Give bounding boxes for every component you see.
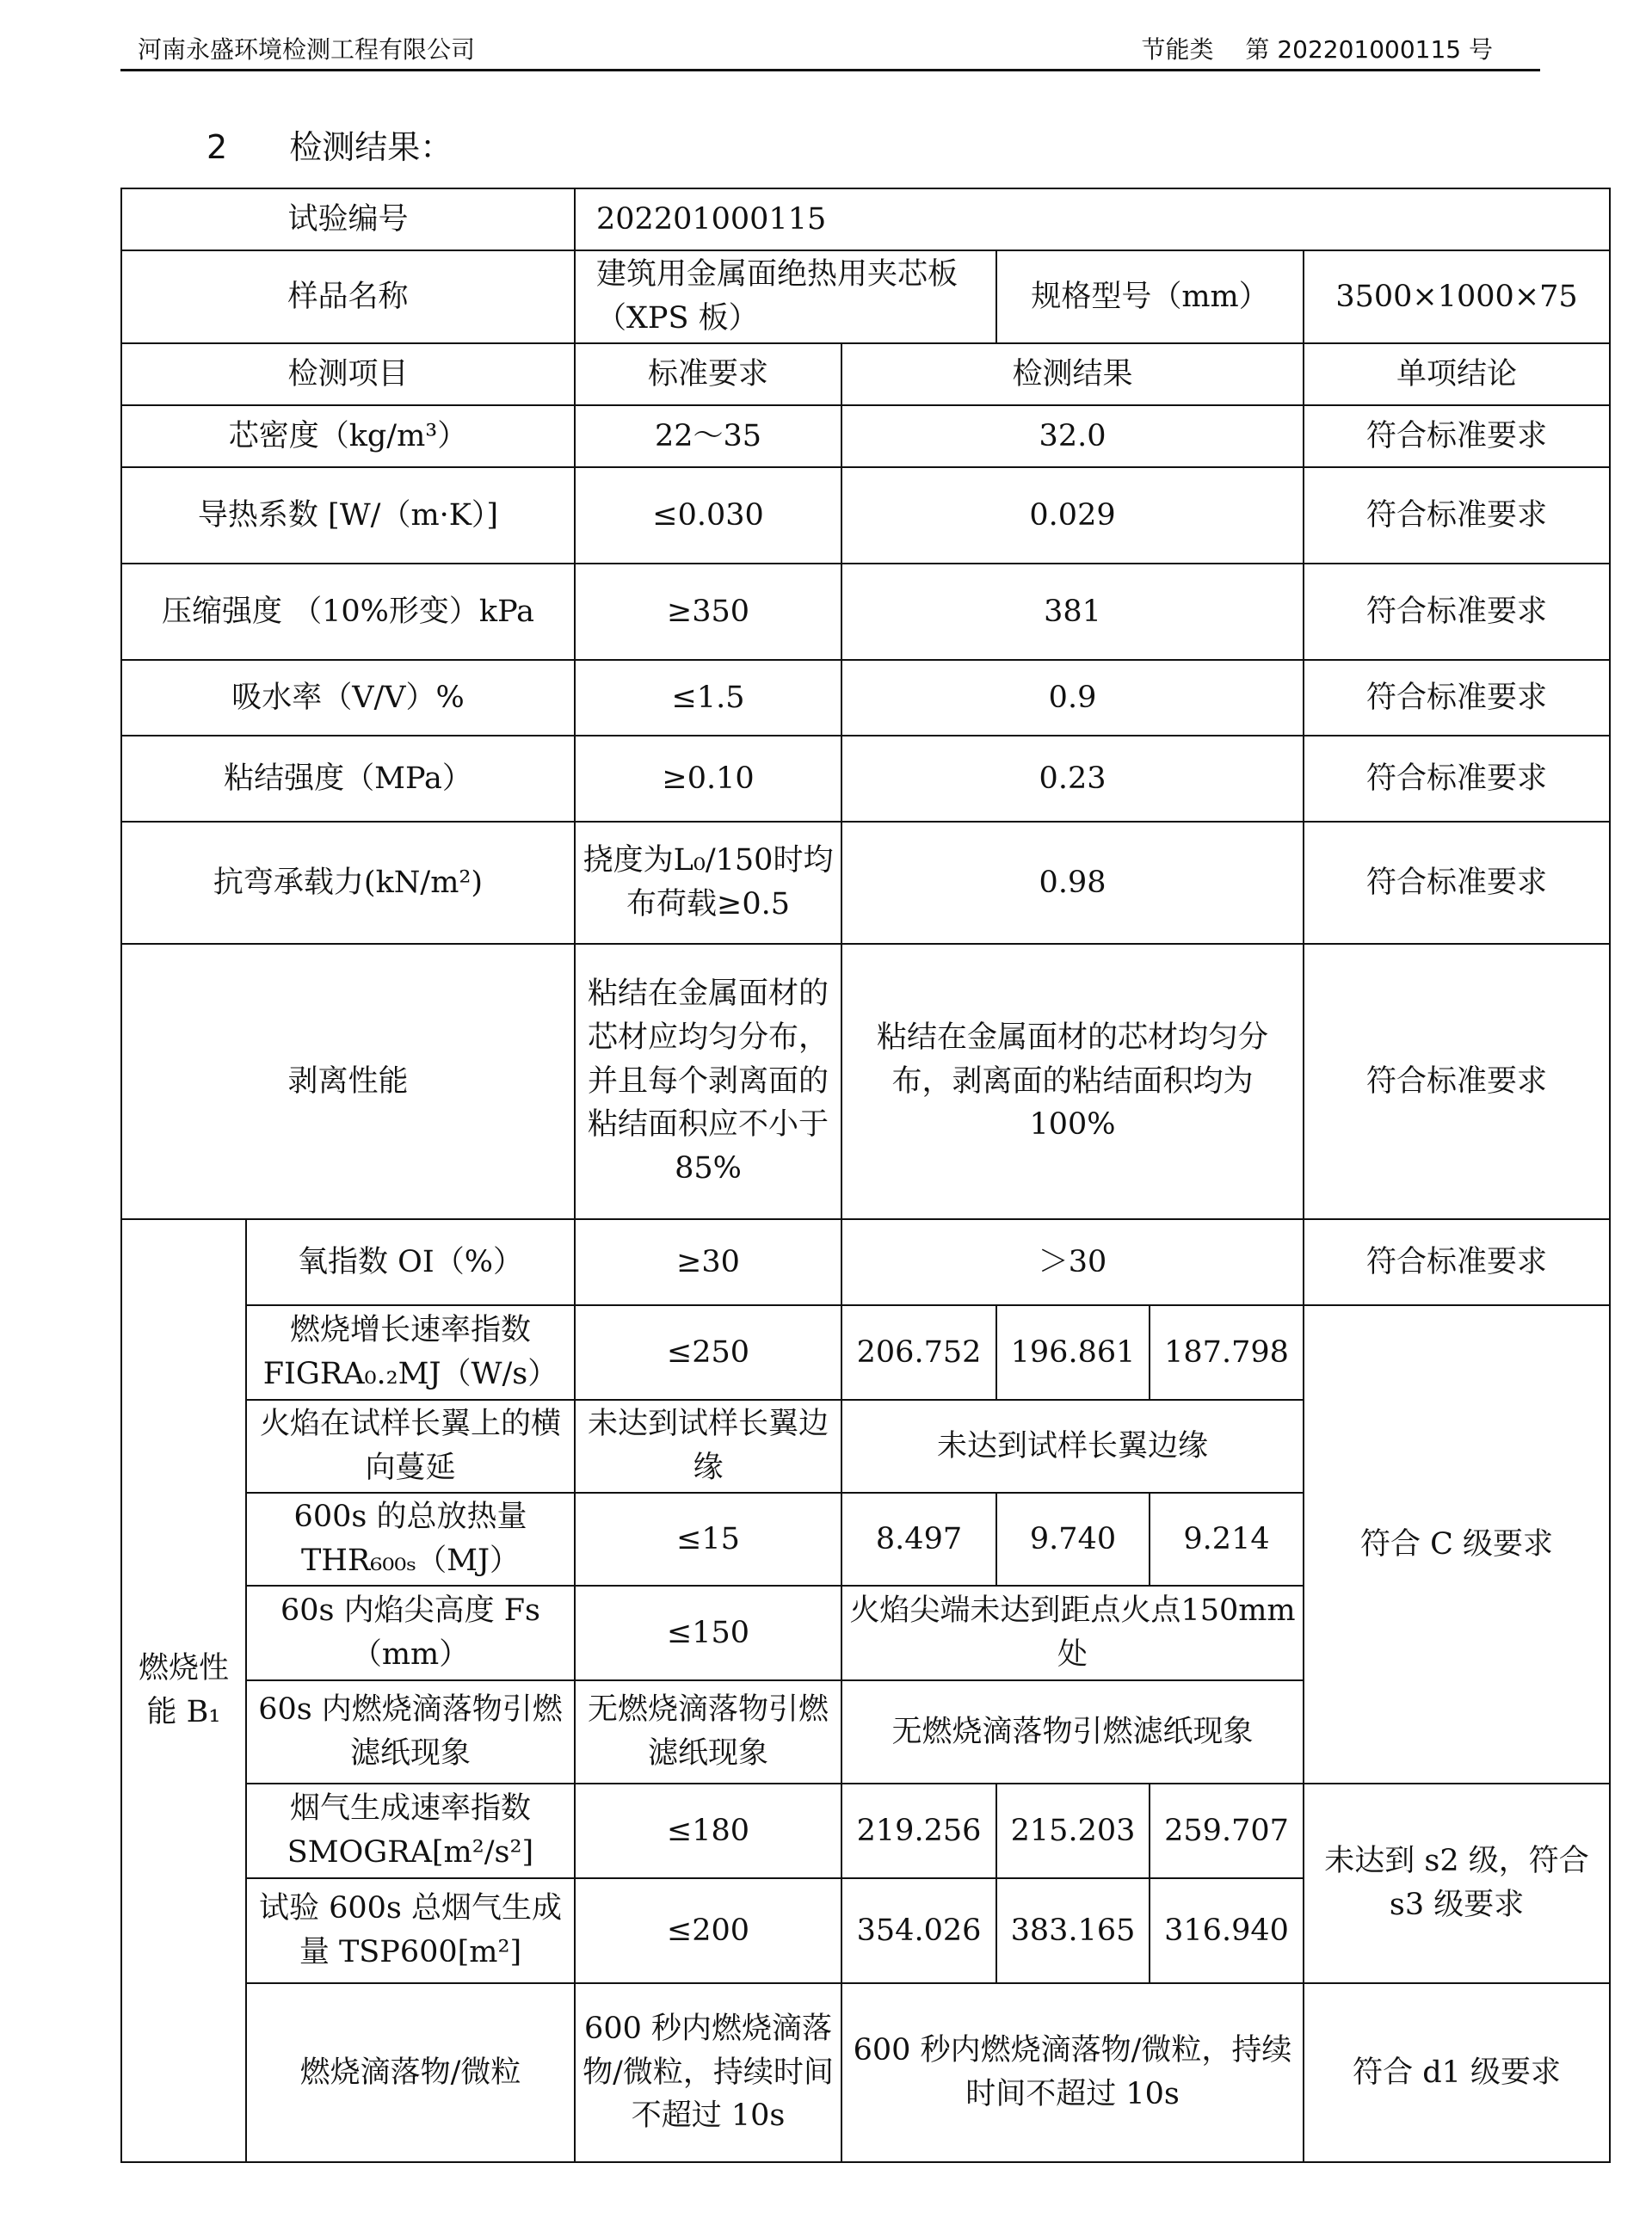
row-standard: ≥350 (575, 564, 841, 660)
fire-standard: 未达到试样长翼边缘 (575, 1400, 841, 1493)
spec-label: 规格型号（mm） (996, 250, 1304, 343)
row-item: 导热系数 [W/（m·K）] (121, 467, 575, 564)
section-title-text: 检测结果： (289, 128, 453, 166)
fire-item: 600s 的总放热量 THR₆₀₀ₛ（MJ） (246, 1493, 575, 1586)
fire-item: 氧指数 OI（%） (246, 1219, 575, 1305)
col-header-standard: 标准要求 (575, 343, 841, 405)
row-result: 粘结在金属面材的芯材均匀分布，剥离面的粘结面积均为 100% (841, 944, 1304, 1219)
table-row (121, 1983, 1610, 2162)
report-category: 节能类 (1141, 35, 1214, 64)
table-row (121, 660, 1610, 736)
table-row (121, 1219, 1610, 1305)
table-row (121, 822, 1610, 944)
fire-item: 烟气生成速率指数 SMOGRA[m²/s²] (246, 1784, 575, 1878)
sample-name-label: 样品名称 (121, 250, 575, 343)
row-standard: ≥0.10 (575, 736, 841, 822)
fire-item: 燃烧滴落物/微粒 (246, 1983, 575, 2162)
row-item: 粘结强度（MPa） (121, 736, 575, 822)
spec-value: 3500×1000×75 (1304, 250, 1610, 343)
fire-result-1: 219.256 (841, 1784, 996, 1878)
fire-result-1: 354.026 (841, 1878, 996, 1983)
fire-item: 60s 内燃烧滴落物引燃滤纸现象 (246, 1680, 575, 1784)
row-item: 芯密度（kg/m³） (121, 405, 575, 467)
fire-result-2: 383.165 (996, 1878, 1150, 1983)
row-conclusion: 符合标准要求 (1304, 467, 1610, 564)
fire-result: 火焰尖端未达到距点火点150mm 处 (841, 1586, 1304, 1680)
table-row (121, 1305, 1610, 1400)
fire-standard: ≤15 (575, 1493, 841, 1586)
table-row (121, 944, 1610, 1219)
fire-result: 未达到试样长翼边缘 (841, 1400, 1304, 1493)
fire-item: 燃烧增长速率指数 FIGRA₀.₂MJ（W/s） (246, 1305, 575, 1400)
col-header-result: 检测结果 (841, 343, 1304, 405)
sample-name-value: 建筑用金属面绝热用夹芯板（XPS 板） (575, 250, 996, 343)
fire-result-2: 9.740 (996, 1493, 1150, 1586)
fire-conclusion: 符合 d1 级要求 (1304, 1983, 1610, 2162)
report-number-area (1118, 31, 1494, 65)
company-name: 河南永盛环境检测工程有限公司 (138, 35, 476, 64)
fire-standard: ≤200 (575, 1878, 841, 1983)
fire-result: 600 秒内燃烧滴落物/微粒，持续时间不超过 10s (841, 1983, 1304, 2162)
test-no-value: 202201000115 (575, 188, 1610, 250)
row-result: 0.98 (841, 822, 1304, 944)
row-result: 0.029 (841, 467, 1304, 564)
fire-result-3: 9.214 (1150, 1493, 1304, 1586)
table-row (121, 467, 1610, 564)
row-result: 0.23 (841, 736, 1304, 822)
fire-standard: ≥30 (575, 1219, 841, 1305)
fire-result-3: 259.707 (1150, 1784, 1304, 1878)
row-item: 压缩强度 （10%形变）kPa (121, 564, 575, 660)
fire-item: 60s 内焰尖高度 Fs（mm） (246, 1586, 575, 1680)
table-row (121, 250, 1610, 343)
fire-group-label: 燃烧性能 B₁ (121, 1219, 246, 2162)
table-row (121, 736, 1610, 822)
row-standard: ≤0.030 (575, 467, 841, 564)
page-header (120, 26, 1540, 71)
test-no-label: 试验编号 (121, 188, 575, 250)
row-result: 381 (841, 564, 1304, 660)
fire-result: 无燃烧滴落物引燃滤纸现象 (841, 1680, 1304, 1784)
fire-result: ＞30 (841, 1219, 1304, 1305)
row-standard: 挠度为L₀/150时均布荷载≥0.5 (575, 822, 841, 944)
fire-item: 试验 600s 总烟气生成量 TSP600[m²] (246, 1878, 575, 1983)
row-conclusion: 符合标准要求 (1304, 822, 1610, 944)
row-conclusion: 符合标准要求 (1304, 660, 1610, 736)
fire-item: 火焰在试样长翼上的横向蔓延 (246, 1400, 575, 1493)
fire-standard: ≤250 (575, 1305, 841, 1400)
fire-result-2: 196.861 (996, 1305, 1150, 1400)
fire-result-1: 206.752 (841, 1305, 996, 1400)
row-standard: ≤1.5 (575, 660, 841, 736)
fire-standard: ≤180 (575, 1784, 841, 1878)
row-result: 0.9 (841, 660, 1304, 736)
row-result: 32.0 (841, 405, 1304, 467)
row-conclusion: 符合标准要求 (1304, 736, 1610, 822)
table-header-row (121, 343, 1610, 405)
row-conclusion: 符合标准要求 (1304, 405, 1610, 467)
fire-result-2: 215.203 (996, 1784, 1150, 1878)
table-row (121, 564, 1610, 660)
fire-standard: ≤150 (575, 1586, 841, 1680)
row-conclusion: 符合标准要求 (1304, 944, 1610, 1219)
row-standard: 22～35 (575, 405, 841, 467)
report-number: 第 202201000115 号 (1245, 35, 1493, 64)
row-item: 吸水率（V/V）% (121, 660, 575, 736)
section-number: 2 (206, 128, 228, 166)
fire-result-3: 316.940 (1150, 1878, 1304, 1983)
row-conclusion: 符合标准要求 (1304, 564, 1610, 660)
smoke-conclusion: 未达到 s2 级，符合 s3 级要求 (1304, 1784, 1610, 1983)
col-header-conclusion: 单项结论 (1304, 343, 1610, 405)
row-item: 剥离性能 (121, 944, 575, 1219)
section-title (206, 120, 453, 168)
class-c-conclusion: 符合 C 级要求 (1304, 1305, 1610, 1784)
fire-standard: 600 秒内燃烧滴落物/微粒，持续时间不超过 10s (575, 1983, 841, 2162)
fire-result-1: 8.497 (841, 1493, 996, 1586)
fire-standard: 无燃烧滴落物引燃滤纸现象 (575, 1680, 841, 1784)
table-row (121, 405, 1610, 467)
fire-conclusion: 符合标准要求 (1304, 1219, 1610, 1305)
row-item: 抗弯承载力(kN/m²) (121, 822, 575, 944)
table-row (121, 1784, 1610, 1878)
fire-result-3: 187.798 (1150, 1305, 1304, 1400)
table-row (121, 188, 1610, 250)
row-standard: 粘结在金属面材的芯材应均匀分布，并且每个剥离面的粘结面积应不小于 85% (575, 944, 841, 1219)
results-table (120, 188, 1611, 2163)
col-header-item: 检测项目 (121, 343, 575, 405)
